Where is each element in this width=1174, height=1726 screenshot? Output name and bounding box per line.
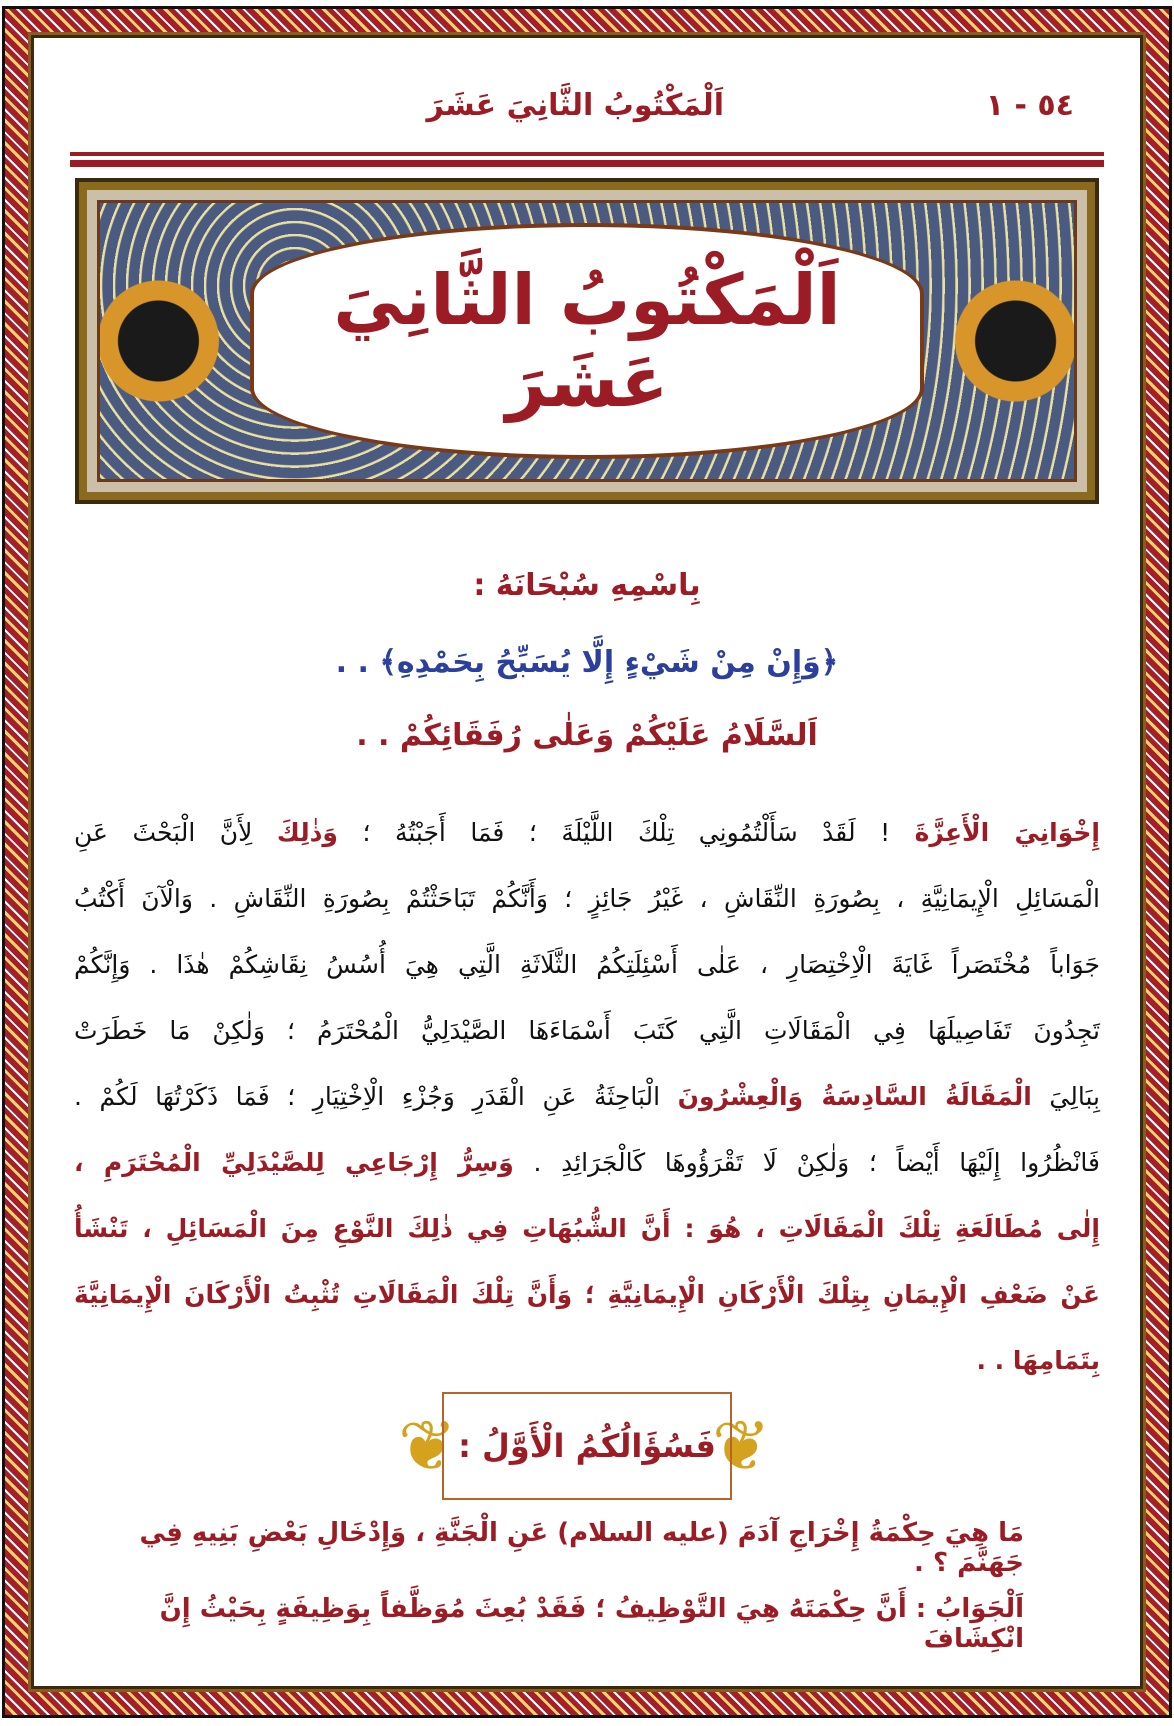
page-number: ٥٤ - ١ xyxy=(985,88,1074,123)
text-line: عَنْ ضَعْفِ الْإِيمَانِ بِتِلْكَ الْأَرْكَانِ الْإِيمَانِيَّةِ ؛ وَأَنَّ تِلْكَ الْمَقَالَاتِ تُثْبِتُ الْأَرْكَانَ الْإِيمَانِيَّةَ xyxy=(74,1280,1100,1309)
text-line: جَوَاباً مُخْتَصَراً غَايَةَ الْاِخْتِصَارِ ، عَلٰى أَسْئِلَتِكُمُ الثَّلَاثَةِ الَّتِي هِيَ أُسُسُ نِقَاشِكُمْ هٰذَا . وَإِنَّكُمْ xyxy=(74,950,1100,979)
floral-ornament-icon: ❦ xyxy=(398,1405,457,1487)
arabesque-ornament xyxy=(97,200,1077,482)
question-text: مَا هِيَ حِكْمَةُ إِخْرَاجِ آدَمَ (عليه السلام) عَنِ الْجَنَّةِ ، وَإِدْخَالِ بَعْضِ بَنِيهِ فِي جَهَنَّمَ ؟ . xyxy=(139,1518,1024,1578)
text-line: إِلٰى مُطَالَعَةِ تِلْكَ الْمَقَالَاتِ ، هُوَ : أَنَّ الشُّبُهَاتِ فِي ذٰلِكَ النَّوْعِ مِنَ الْمَسَائِلِ ، تَنْشَأُ xyxy=(74,1214,1100,1243)
text-line: الْمَسَائِلِ الْإِيمَانِيَّةِ ، بِصُورَةِ النِّقَاشِ ، غَيْرُ جَائِزٍ ؛ وَأَنَّكُمْ تَبَاحَثْتُمْ بِصُورَةِ النِّقَاشِ . وَالْآنَ أَكْتُبُ xyxy=(74,884,1100,913)
basmala: بِاسْمِهِ سُبْحَانَهُ : xyxy=(473,568,701,603)
text-line: بِتَمَامِهَا . . xyxy=(976,1346,1100,1375)
running-title: اَلْمَكْتُوبُ الثَّانِيَ عَشَرَ xyxy=(426,88,724,123)
chapter-title: اَلْمَكْتُوبُ الثَّانِيَ عَشَرَ xyxy=(333,259,841,423)
text-line: بِبَالِيَ الْمَقَالَةُ السَّادِسَةُ وَالْعِشْرُونَ الْبَاحِثَةُ عَنِ الْقَدَرِ وَجُزْءِ الْاِخْتِيَارِ ؛ فَمَا ذَكَرْتُهَا لَكُمْ . xyxy=(74,1082,1100,1111)
greeting: اَلسَّلَامُ عَلَيْكُمْ وَعَلٰى رُفَقَائِكُمْ . . xyxy=(356,718,818,753)
title-banner xyxy=(75,178,1099,504)
header-rule-thick xyxy=(70,160,1104,167)
text-line: فَانْظُرُوا إِلَيْهَا أَيْضاً ؛ وَلٰكِنْ لَا تَقْرَؤُوهَا كَالْجَرَائِدِ . وَسِرُّ إِرْجَاعِي لِلصَّيْدَلِيِّ الْمُحْتَرَمِ ، xyxy=(74,1148,1101,1177)
body-paragraph xyxy=(74,800,1100,1394)
title-cartouche xyxy=(250,223,924,459)
text-line: إِخْوَانِيَ الْأَعِزَّةَ ! لَقَدْ سَأَلْتُمُونِي تِلْكَ اللَّيْلَةَ ؛ فَمَا أَجَبْتُهُ ؛ وَذٰلِكَ لِأَنَّ الْبَحْثَ عَنِ xyxy=(74,818,1100,847)
quran-verse: ﴿وَإِنْ مِنْ شَيْءٍ إِلَّا يُسَبِّحُ بِحَمْدِهِ﴾ . . xyxy=(335,645,839,680)
section-heading-box xyxy=(442,1392,732,1500)
header-rule xyxy=(70,152,1104,156)
floral-ornament-icon: ❦ xyxy=(712,1405,771,1487)
section-heading: فَسُؤَالُكُمُ الْأَوَّلُ : xyxy=(458,1427,716,1465)
answer-text: اَلْجَوَابُ : أَنَّ حِكْمَتَهُ هِيَ التَّوْظِيفُ ؛ فَقَدْ بُعِثَ مُوَظَّفاً بِوَظِيفَةٍ بِحَيْثُ إِنَّ انْكِشَافَ xyxy=(159,1594,1024,1654)
text-line: تَجِدُونَ تَفَاصِيلَهَا فِي الْمَقَالَاتِ الَّتِي كَتَبَ أَسْمَاءَهَا الصَّيْدَلِيُّ الْمُحْتَرَمُ ؛ وَلٰكِنْ مَا خَطَرَتْ xyxy=(74,1016,1100,1045)
